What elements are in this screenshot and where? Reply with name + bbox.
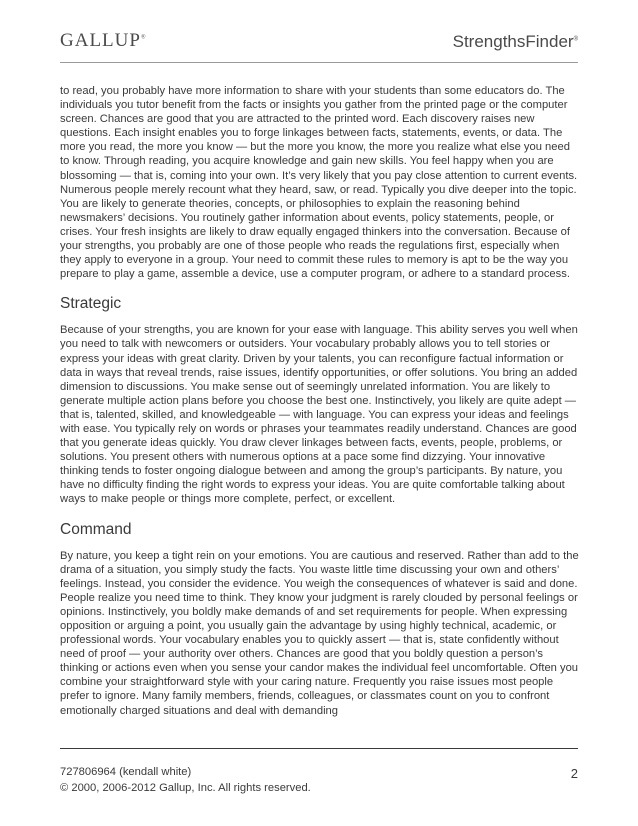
footer-user-id: 727806964 (kendall white)	[60, 766, 192, 778]
product-registered-mark: ®	[573, 36, 578, 43]
gallup-logo	[60, 30, 147, 52]
page-number: 2	[570, 766, 578, 781]
section-heading-command: Command	[60, 520, 132, 538]
section-body-strategic: Because of your strengths, you are known for your ease with language. This ability serves you well when you need to talk with newcomers or outsiders. Your vocabulary probably allows you to tell stories or express your ideas with great clarity. Driven by your talents, you can reconfigure factual information or data in ways that reveal trends, raise issues, identify opportunities, or offer solutions. You bring an added dimension to discussions. You make sense out of seemingly unrelated information. You are likely to generate multiple action plans before you choose the best one. Instinctively, you likely are quite adept — that is, talented, skilled, and knowledgeable — with language. You can express your ideas and feelings with ease. You typically rely on words or phrases your teammates readily understand. Chances are good that you generate ideas quickly. You draw clever linkages between facts, events, people, problems, or solutions. You present others with numerous options at a pace some find dizzying. Your innovative thinking tends to foster ongoing dialogue between and among the group’s participants. By nature, you have no difficulty finding the right words to express your ideas. You are quite comfortable talking about ways to make people or things more complete, perfect, or excellent.	[60, 324, 578, 506]
page-header	[60, 28, 578, 63]
logo-text: GALLUP	[60, 30, 141, 51]
section-heading-strategic: Strategic	[60, 295, 122, 313]
section-body-command: By nature, you keep a tight rein on your emotions. You are cautious and reserved. Rather than add to the drama of a situation, you simply study the facts. You waste little time discussing your own and others’ feelings. Instead, you consider the evidence. You weigh the consequences of whatever is said and done. People realize you need time to think. They know your judgment is rarely clouded by personal feelings or opinions. Instinctively, you boldly make demands of and set requirements for people. When expressing opposition or arguing a point, you usually gain the advantage by using highly technical, academic, or professional words. Your vocabulary enables you to quickly assert — that is, state confidently without need of proof — your authority over others. Chances are good that you boldly question a person’s thinking or actions even when you sense your candor makes the individual feel uncomfortable. Often you combine your straightforward style with your caring nature. Frequently you raise issues most people prefer to ignore. Many family members, friends, colleagues, or classmates count on you to confront emotionally charged situations and deal with demanding	[60, 549, 579, 717]
product-name-text: StrengthsFinder	[452, 32, 574, 51]
intro-paragraph: to read, you probably have more information to share with your students than some educators do. The individuals you tutor benefit from the facts or insights you gather from the printed page or the computer screen. Chances are good that you are attracted to the printed word. Each discovery raises new questions. Each insight enables you to forge linkages between facts, statements, events, or data. The more you read, the more you know — but the more you know, the more you realize what else you need to know. Through reading, you acquire knowledge and gain new skills. You feel happy when you are blossoming — that is, coming into your own. It’s very likely that you pay close attention to current events. Numerous people merely recount what they heard, saw, or read. Typically you dive deeper into the topic. You are likely to generate theories, concepts, or philosophies to explain the reasoning behind newsmakers’ decisions. You routinely gather information about events, policy statements, people, or crises. Your fresh insights are likely to draw equally engaged thinkers into the conversation. Because of your strengths, you probably are one of those people who reads the regulations first, especially when they apply to everyone in a group. Your need to commit these rules to memory is apt to be the way you prepare to play a game, assemble a device, use a computer program, or adhere to a standard process.	[60, 85, 578, 281]
footer-copyright: © 2000, 2006-2012 Gallup, Inc. All rights reserved.	[60, 782, 311, 794]
product-name	[453, 32, 578, 52]
report-content	[60, 84, 582, 718]
footer-divider	[60, 748, 578, 749]
logo-registered-mark: ®	[140, 34, 147, 41]
